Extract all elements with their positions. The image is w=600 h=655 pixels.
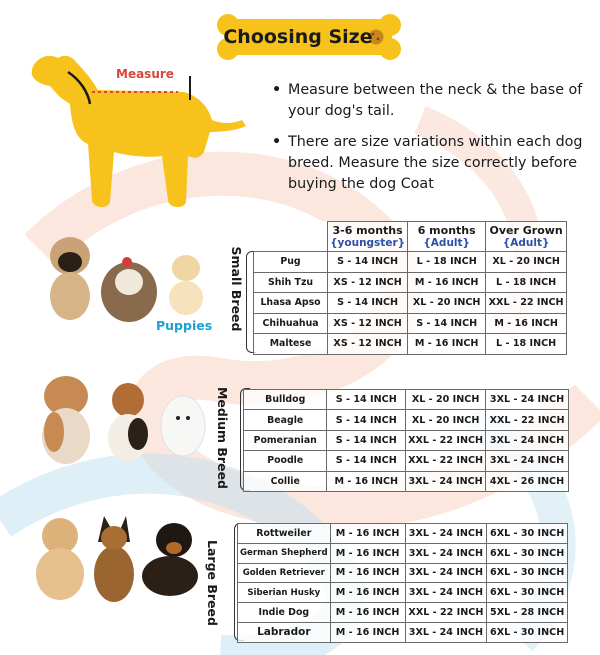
table-row — [244, 410, 569, 430]
size-cell: 3XL - 24 INCH — [486, 430, 569, 450]
breed-cell: Maltese — [254, 334, 328, 355]
size-cell: L - 18 INCH — [486, 334, 567, 355]
breed-cell: Labrador — [238, 622, 331, 642]
size-cell: L - 18 INCH — [486, 272, 567, 293]
size-cell: M - 16 INCH — [330, 603, 405, 623]
measure-label: Measure — [116, 67, 174, 81]
breed-cell: Pug — [254, 252, 328, 273]
small-breed-table — [253, 221, 567, 355]
table-row — [244, 430, 569, 450]
large-breed-table — [237, 523, 568, 643]
group-label-medium-breed: Medium Breed — [215, 386, 230, 490]
page-title: Choosing Size — [223, 26, 373, 48]
size-cell: S - 14 INCH — [328, 252, 408, 273]
column-header: 6 months {Adult} — [408, 222, 486, 252]
table-row — [238, 543, 568, 563]
group-label-small-breed: Small Breed — [229, 246, 244, 332]
breed-cell: Chihuahua — [254, 313, 328, 334]
breed-cell: Lhasa Apso — [254, 293, 328, 314]
table-row — [254, 313, 567, 334]
breed-cell: Shih Tzu — [254, 272, 328, 293]
instructions-list — [270, 80, 596, 205]
size-cell: M - 16 INCH — [408, 334, 486, 355]
breed-cell: Bulldog — [244, 390, 327, 410]
breed-cell: Golden Retriever — [238, 563, 331, 583]
size-cell: 3XL - 24 INCH — [406, 471, 486, 491]
size-cell: S - 14 INCH — [327, 410, 406, 430]
size-cell: 6XL - 30 INCH — [487, 563, 568, 583]
breed-cell: German Shepherd — [238, 543, 331, 563]
shih-tzu-photo — [98, 252, 160, 324]
size-cell: M - 16 INCH — [486, 313, 567, 334]
instruction-item: • There are size variations within each dog breed. Measure the size correctly before buying the dog Coat — [270, 132, 596, 195]
table-header-row — [254, 222, 567, 252]
size-cell: XXL - 22 INCH — [405, 603, 487, 623]
size-cell: 6XL - 30 INCH — [487, 524, 568, 544]
pug-photo — [44, 232, 96, 322]
size-cell: M - 16 INCH — [330, 622, 405, 642]
size-cell: XXL - 22 INCH — [406, 430, 486, 450]
size-cell: M - 16 INCH — [327, 471, 406, 491]
breed-cell: Siberian Husky — [238, 583, 331, 603]
size-cell: M - 16 INCH — [330, 543, 405, 563]
size-cell: S - 14 INCH — [327, 451, 406, 471]
size-cell: S - 14 INCH — [327, 430, 406, 450]
breed-cell: Rottweiler — [238, 524, 331, 544]
size-cell: XL - 20 INCH — [486, 252, 567, 273]
puppy-photo — [164, 252, 206, 316]
breed-cell: Pomeranian — [244, 430, 327, 450]
size-cell: XL - 20 INCH — [406, 410, 486, 430]
rottweiler-photo — [140, 520, 202, 598]
size-cell: XS - 12 INCH — [328, 334, 408, 355]
size-cell: 3XL - 24 INCH — [405, 563, 487, 583]
table-row — [244, 471, 569, 491]
column-header: 3-6 months {youngster} — [328, 222, 408, 252]
breed-cell: Collie — [244, 471, 327, 491]
size-cell: M - 16 INCH — [408, 272, 486, 293]
size-cell: 3XL - 24 INCH — [486, 451, 569, 471]
size-cell: 5XL - 28 INCH — [487, 603, 568, 623]
table-header-blank — [254, 222, 328, 252]
size-cell: XL - 20 INCH — [408, 293, 486, 314]
table-row — [254, 293, 567, 314]
size-cell: L - 18 INCH — [408, 252, 486, 273]
group-label-large-breed: Large Breed — [205, 540, 220, 626]
size-cell: 3XL - 24 INCH — [486, 390, 569, 410]
table-row — [254, 272, 567, 293]
table-row — [238, 603, 568, 623]
size-cell: M - 16 INCH — [330, 563, 405, 583]
table-row — [238, 622, 568, 642]
table-row — [244, 390, 569, 410]
size-cell: XS - 12 INCH — [328, 272, 408, 293]
bulldog-photo — [36, 372, 98, 466]
golden-retriever-photo — [32, 516, 88, 602]
size-cell: XXL - 22 INCH — [486, 410, 569, 430]
german-shepherd-photo — [90, 512, 138, 604]
size-cell: XXL - 22 INCH — [406, 451, 486, 471]
size-cell: XL - 20 INCH — [406, 390, 486, 410]
table-row — [238, 563, 568, 583]
instruction-item: • Measure between the neck & the base of your dog's tail. — [270, 80, 596, 122]
table-row — [238, 583, 568, 603]
size-cell: 3XL - 24 INCH — [405, 583, 487, 603]
table-row — [254, 334, 567, 355]
beagle-photo — [102, 380, 154, 464]
column-header: Over Grown {Adult} — [486, 222, 567, 252]
puppies-caption: Puppies — [156, 318, 213, 333]
table-row — [254, 252, 567, 273]
size-cell: 3XL - 24 INCH — [405, 622, 487, 642]
size-cell: XXL - 22 INCH — [486, 293, 567, 314]
breed-cell: Poodle — [244, 451, 327, 471]
pomeranian-photo — [160, 388, 206, 458]
breed-cell: Beagle — [244, 410, 327, 430]
table-row — [244, 451, 569, 471]
size-cell: 6XL - 30 INCH — [487, 583, 568, 603]
size-cell: 4XL - 26 INCH — [486, 471, 569, 491]
size-cell: 3XL - 24 INCH — [405, 543, 487, 563]
medium-breed-table — [243, 389, 569, 492]
size-cell: 6XL - 30 INCH — [487, 543, 568, 563]
table-row — [238, 524, 568, 544]
size-cell: S - 14 INCH — [328, 293, 408, 314]
size-cell: M - 16 INCH — [330, 524, 405, 544]
size-cell: M - 16 INCH — [330, 583, 405, 603]
breed-cell: Indie Dog — [238, 603, 331, 623]
size-cell: XS - 12 INCH — [328, 313, 408, 334]
size-cell: 3XL - 24 INCH — [405, 524, 487, 544]
size-cell: S - 14 INCH — [408, 313, 486, 334]
size-cell: 6XL - 30 INCH — [487, 622, 568, 642]
size-cell: S - 14 INCH — [327, 390, 406, 410]
